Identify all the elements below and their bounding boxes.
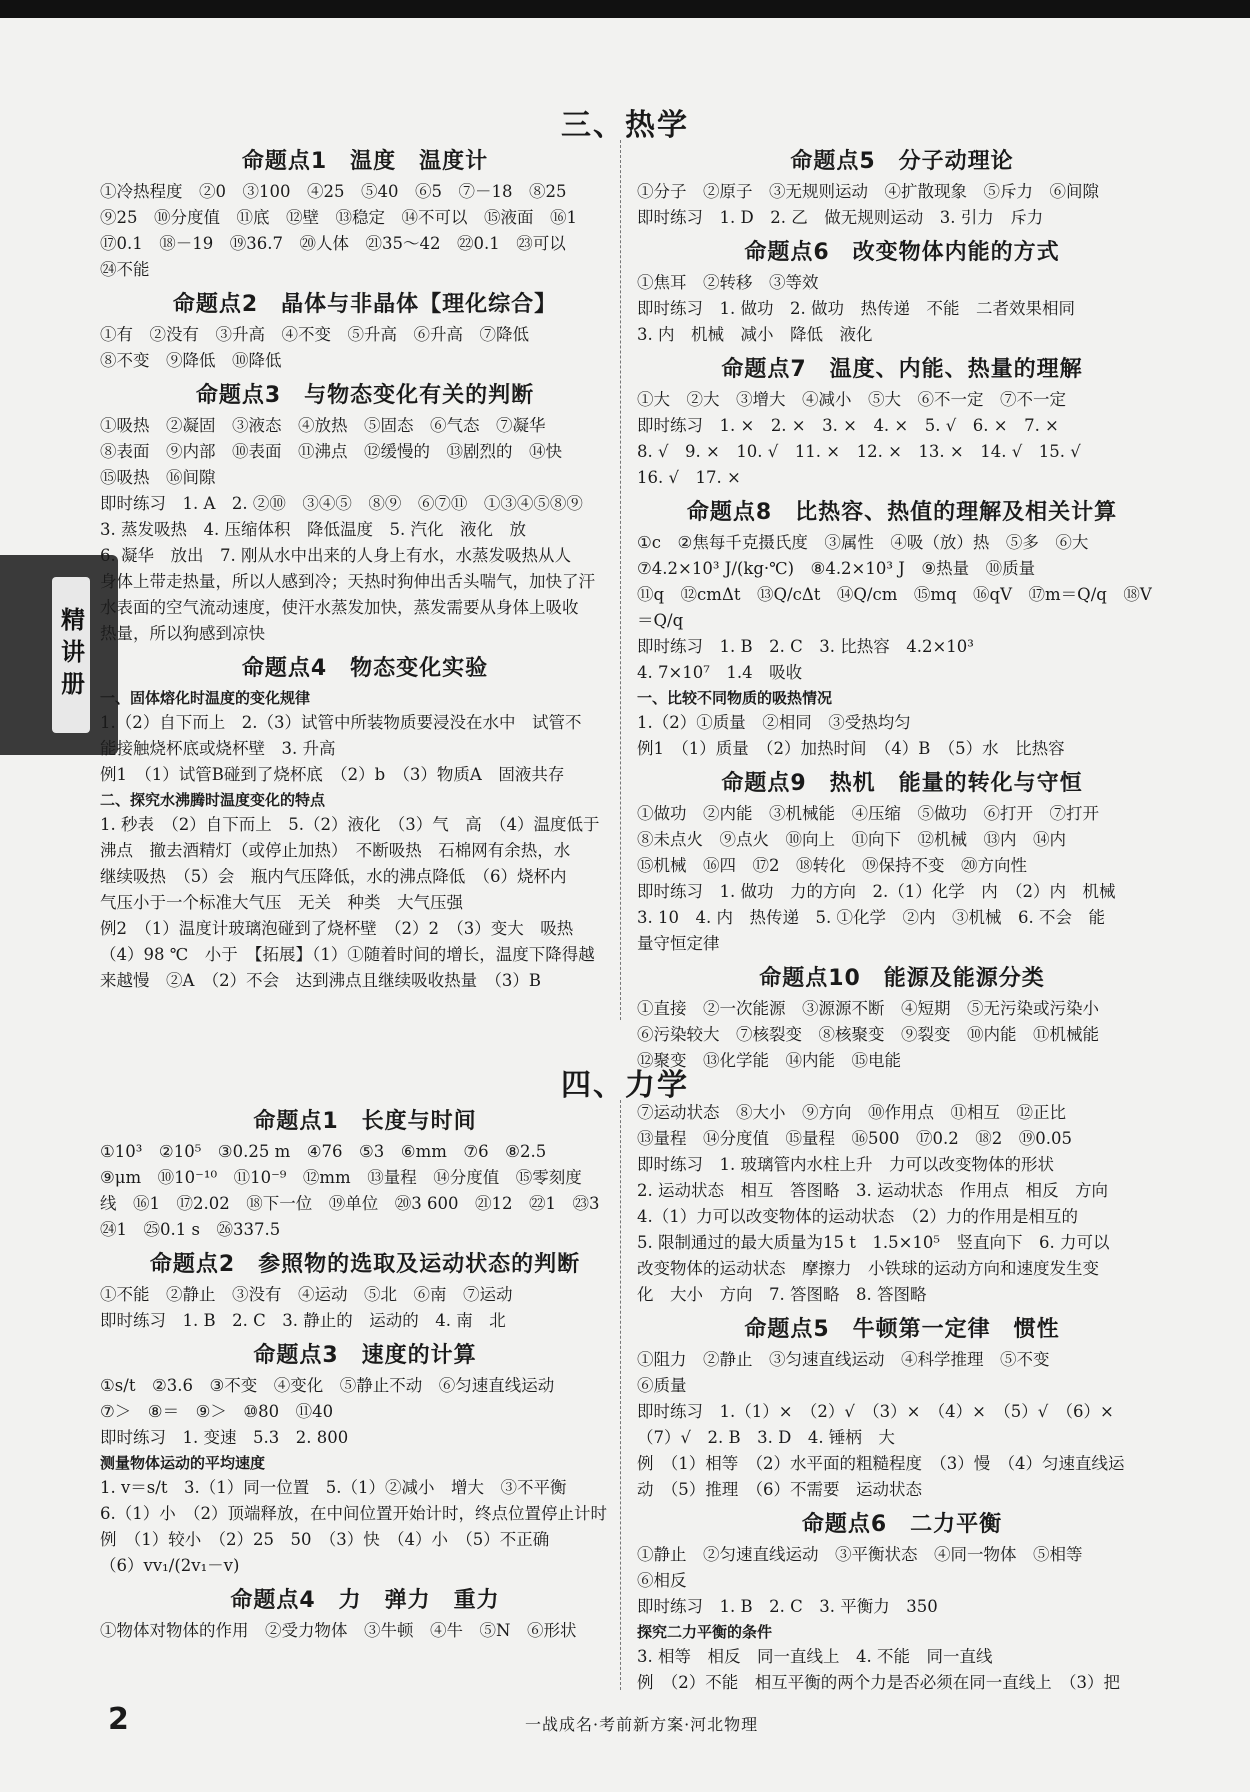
topic-heading: 命题点3 与物态变化有关的判断 [195,383,535,408]
answer-line: ①直接 ②一次能源 ③源源不断 ④短期 ⑤无污染或污染小 [637,999,1099,1018]
topic-heading: 命题点2 晶体与非晶体【理化综合】 [172,292,558,317]
answer-line: 即时练习 1. × 2. × 3. × 4. × 5. √ 6. × 7. × [637,416,1059,435]
topic-heading: 命题点6 改变物体内能的方式 [744,240,1060,265]
topic-heading: 命题点3 速度的计算 [253,1343,477,1368]
answer-line: （6）vv₁/(2v₁－v) [100,1556,240,1575]
answer-line: 16. √ 17. × [637,468,741,487]
answer-line: ⑧未点火 ⑨点火 ⑩向上 ⑪向下 ⑫机械 ⑬内 ⑭内 [637,830,1066,849]
answer-line: 能接触烧杯底或烧杯壁 3. 升高 [100,739,336,758]
answer-line: ①不能 ②静止 ③没有 ④运动 ⑤北 ⑥南 ⑦运动 [100,1285,513,1304]
answer-line: ①静止 ②匀速直线运动 ③平衡状态 ④同一物体 ⑤相等 [637,1545,1083,1564]
answer-line: 3. 相等 相反 同一直线上 4. 不能 同一直线 [637,1647,993,1666]
answer-line: ⑧表面 ⑨内部 ⑩表面 ⑪沸点 ⑫缓慢的 ⑬剧烈的 ⑭快 [100,442,562,461]
answer-line: ⑦运动状态 ⑧大小 ⑨方向 ⑩作用点 ⑪相互 ⑫正比 [637,1103,1066,1122]
answer-line: 即时练习 1. D 2. 乙 做无规则运动 3. 引力 斥力 [637,208,1044,227]
answer-line: 1.（2）①质量 ②相同 ③受热均匀 [637,713,911,732]
answer-line: 即时练习 1. B 2. C 3. 平衡力 350 [637,1597,938,1616]
answer-line: ①做功 ②内能 ③机械能 ④压缩 ⑤做功 ⑥打开 ⑦打开 [637,804,1099,823]
answer-line: ①分子 ②原子 ③无规则运动 ④扩散现象 ⑤斥力 ⑥间隙 [637,182,1099,201]
answer-line: 1. v＝s/t 3.（1）同一位置 5.（1）②减小 增大 ③不平衡 [100,1478,567,1497]
topic-heading: 命题点7 温度、内能、热量的理解 [721,357,1083,382]
answer-line: 5. 限制通过的最大质量为15 t 1.5×10⁵ 竖直向下 6. 力可以 [637,1233,1110,1252]
topic-heading: 命题点9 热机 能量的转化与守恒 [721,771,1083,796]
answer-line: 例 （1）较小 （2）25 50 （3）快 （4）小 （5）不正确 [100,1530,550,1549]
answer-line: 量守恒定律 [637,934,720,953]
answer-line: ①阻力 ②静止 ③匀速直线运动 ④科学推理 ⑤不变 [637,1350,1050,1369]
answer-line: ①有 ②没有 ③升高 ④不变 ⑤升高 ⑥升高 ⑦降低 [100,325,529,344]
answer-line: 来越慢 ②A （2）不会 达到沸点且继续吸收热量 （3）B [100,971,542,990]
answer-line: ⑥质量 [637,1376,687,1395]
answer-line: 气压小于一个标准大气压 无关 种类 大气压强 [100,893,463,912]
answer-line: 即时练习 1. 变速 5.3 2. 800 [100,1428,349,1447]
answer-line: 即时练习 1. B 2. C 3. 静止的 运动的 4. 南 北 [100,1311,506,1330]
answer-line: 即时练习 1. 做功 力的方向 2.（1）化学 内 （2）内 机械 [637,882,1116,901]
section4-right-column [637,1100,1167,1696]
answer-line: 3. 内 机械 减小 降低 液化 [637,325,873,344]
answer-line: ⑪q ⑫cmΔt ⑬Q/cΔt ⑭Q/cm ⑮mq ⑯qV ⑰m＝Q/q ⑱V＝Q/q [637,585,1152,630]
answer-line: ⑫聚变 ⑬化学能 ⑭内能 ⑮电能 [637,1051,901,1070]
answer-line: 热量，所以狗感到凉快 [100,624,265,643]
answer-line: 改变物体的运动状态 摩擦力 小铁球的运动方向和速度发生变 [637,1259,1099,1278]
page-number: 2 [108,1702,129,1737]
answer-line: ①大 ②大 ③增大 ④减小 ⑤大 ⑥不一定 ⑦不一定 [637,390,1066,409]
answer-line: （4）98 ℃ 小于 【拓展】（1）①随着时间的增长，温度下降得越 [100,945,595,964]
answer-line: ㉔1 ㉕0.1 s ㉖337.5 [100,1220,281,1239]
section3-right-column [637,140,1167,1074]
topic-heading: 命题点1 长度与时间 [253,1109,477,1134]
answer-line: 6.（1）小 （2）顶端释放，在中间位置开始计时，终点位置停止计时 [100,1504,607,1523]
section3-left-column [100,140,630,994]
answer-line: 例1 （1）质量 （2）加热时间 （4）B （5）水 比热容 [637,739,1065,758]
answer-line: 继续吸热 （5）会 瓶内气压降低，水的沸点降低 （6）烧杯内 [100,867,567,886]
answer-line: ⑰0.1 ⑱－19 ⑲36.7 ⑳人体 ㉑35～42 ㉒0.1 ㉓可以 [100,234,566,253]
subheading: 二、探究水沸腾时温度变化的特点 [100,791,326,809]
topic-heading: 命题点4 物态变化实验 [241,656,489,681]
answer-line: ⑥污染较大 ⑦核裂变 ⑧核聚变 ⑨裂变 ⑩内能 ⑪机械能 [637,1025,1099,1044]
answer-line: 沸点 撤去酒精灯（或停止加热） 不断吸热 石棉网有余热，水 [100,841,571,860]
answer-line: ⑬量程 ⑭分度值 ⑮量程 ⑯500 ⑰0.2 ⑱2 ⑲0.05 [637,1129,1072,1148]
answer-line: 水表面的空气流动速度，使汗水蒸发加快，蒸发需要从身体上吸收 [100,598,579,617]
answer-line: 动 （5）推理 （6）不需要 运动状态 [637,1480,922,1499]
answer-line: ⑮机械 ⑯四 ⑰2 ⑱转化 ⑲保持不变 ⑳方向性 [637,856,1027,875]
answer-line: 1.（2）自下而上 2.（3）试管中所装物质要浸没在水中 试管不 [100,713,582,732]
answer-line: ㉔不能 [100,260,150,279]
subheading: 一、固体熔化时温度的变化规律 [100,689,311,707]
topic-heading: 命题点6 二力平衡 [801,1512,1003,1537]
answer-line: ①吸热 ②凝固 ③液态 ④放热 ⑤固态 ⑥气态 ⑦凝华 [100,416,546,435]
answer-line: ⑦4.2×10³ J/(kg·℃) ⑧4.2×10³ J ⑨热量 ⑩质量 [637,559,1036,578]
answer-line: ①物体对物体的作用 ②受力物体 ③牛顿 ④牛 ⑤N ⑥形状 [100,1621,577,1640]
answer-line: 例2 （1）温度计玻璃泡碰到了烧杯壁 （2）2 （3）变大 吸热 [100,919,574,938]
subheading: 一、比较不同物质的吸热情况 [637,689,833,707]
answer-line: 身体上带走热量，所以人感到冷；天热时狗伸出舌头喘气，加快了汗 [100,572,595,591]
answer-line: ⑥相反 [637,1571,687,1590]
answer-line: 3. 10 4. 内 热传递 5. ①化学 ②内 ③机械 6. 不会 能 [637,908,1105,927]
answer-line: ①冷热程度 ②0 ③100 ④25 ⑤40 ⑥5 ⑦－18 ⑧25 [100,182,567,201]
answer-line: ⑦＞ ⑧＝ ⑨＞ ⑩80 ⑪40 [100,1402,334,1421]
answer-line: ①c ②焦每千克摄氏度 ③属性 ④吸（放）热 ⑤多 ⑥大 [637,533,1089,552]
answer-line: ①焦耳 ②转移 ③等效 [637,273,819,292]
top-bar [0,0,1250,18]
section-title-mechanics: 四、力学 [561,1068,689,1103]
answer-line: 4.（1）力可以改变物体的运动状态 （2）力的作用是相互的 [637,1207,1078,1226]
answer-line: ①10³ ②10⁵ ③0.25 m ④76 ⑤3 ⑥mm ⑦6 ⑧2.5 [100,1142,547,1161]
answer-line: 例 （1）相等 （2）水平面的粗糙程度 （3）慢 （4）匀速直线运 [637,1454,1125,1473]
answer-line: ①s/t ②3.6 ③不变 ④变化 ⑤静止不动 ⑥匀速直线运动 [100,1376,555,1395]
answer-line: 3. 蒸发吸热 4. 压缩体积 降低温度 5. 汽化 液化 放 [100,520,526,539]
subheading: 测量物体运动的平均速度 [100,1454,266,1472]
answer-line: ⑨μm ⑩10⁻¹⁰ ⑪10⁻⁹ ⑫mm ⑬量程 ⑭分度值 ⑮零刻度 [100,1168,582,1187]
answer-line: 即时练习 1.（1）× （2）√ （3）× （4）× （5）√ （6）× [637,1402,1114,1421]
answer-line: 8. √ 9. × 10. √ 11. × 12. × 13. × 14. √ 15. √ [637,442,1081,461]
answer-line: 即时练习 1. 做功 2. 做功 热传递 不能 二者效果相同 [637,299,1075,318]
topic-heading: 命题点8 比热容、热值的理解及相关计算 [686,500,1118,525]
answer-line: 即时练习 1. B 2. C 3. 比热容 4.2×10³ [637,637,974,656]
answer-line: （7）√ 2. B 3. D 4. 锤柄 大 [637,1428,895,1447]
topic-heading: 命题点4 力 弹力 重力 [230,1588,500,1613]
topic-heading: 命题点1 温度 温度计 [241,149,489,174]
answer-line: 1. 秒表 （2）自下而上 5.（2）液化 （3）气 高 （4）温度低于 [100,815,600,834]
answer-line: 4. 7×10⁷ 1.4 吸收 [637,663,803,682]
answer-line: 化 大小 方向 7. 答图略 8. 答图略 [637,1285,927,1304]
topic-heading: 命题点10 能源及能源分类 [759,966,1045,991]
answer-line: 线 ⑯1 ⑰2.02 ⑱下一位 ⑲单位 ⑳3 600 ㉑12 ㉒1 ㉓3 [100,1194,600,1213]
answer-line: 例1 （1）试管B碰到了烧杯底 （2）b （3）物质A 固液共存 [100,765,565,784]
section4-left-column [100,1100,630,1644]
side-tab-label: 精讲册 [52,577,90,733]
answer-line: 即时练习 1. 玻璃管内水柱上升 力可以改变物体的形状 [637,1155,1054,1174]
answer-line: 2. 运动状态 相互 答图略 3. 运动状态 作用点 相反 方向 [637,1181,1108,1200]
subheading: 探究二力平衡的条件 [637,1623,773,1641]
topic-heading: 命题点5 牛顿第一定律 惯性 [744,1317,1060,1342]
answer-line: ⑧不变 ⑨降低 ⑩降低 [100,351,282,370]
answer-line: 例 （2）不能 相互平衡的两个力是否必须在同一直线上 （3）把 [637,1673,1120,1692]
answer-line: ⑨25 ⑩分度值 ⑪底 ⑫壁 ⑬稳定 ⑭不可以 ⑮液面 ⑯1 [100,208,577,227]
answer-line: 6. 凝华 放出 7. 刚从水中出来的人身上有水，水蒸发吸热从人 [100,546,571,565]
answer-line: ⑮吸热 ⑯间隙 [100,468,216,487]
answer-line: 即时练习 1. A 2. ②⑩ ③④⑤ ⑧⑨ ⑥⑦⑪ ①③④⑤⑧⑨ [100,494,583,513]
topic-heading: 命题点2 参照物的选取及运动状态的判断 [149,1252,581,1277]
footer-text: 一战成名·考前新方案·河北物理 [525,1715,759,1734]
section-title-thermal: 三、热学 [561,108,689,143]
topic-heading: 命题点5 分子动理论 [790,149,1014,174]
